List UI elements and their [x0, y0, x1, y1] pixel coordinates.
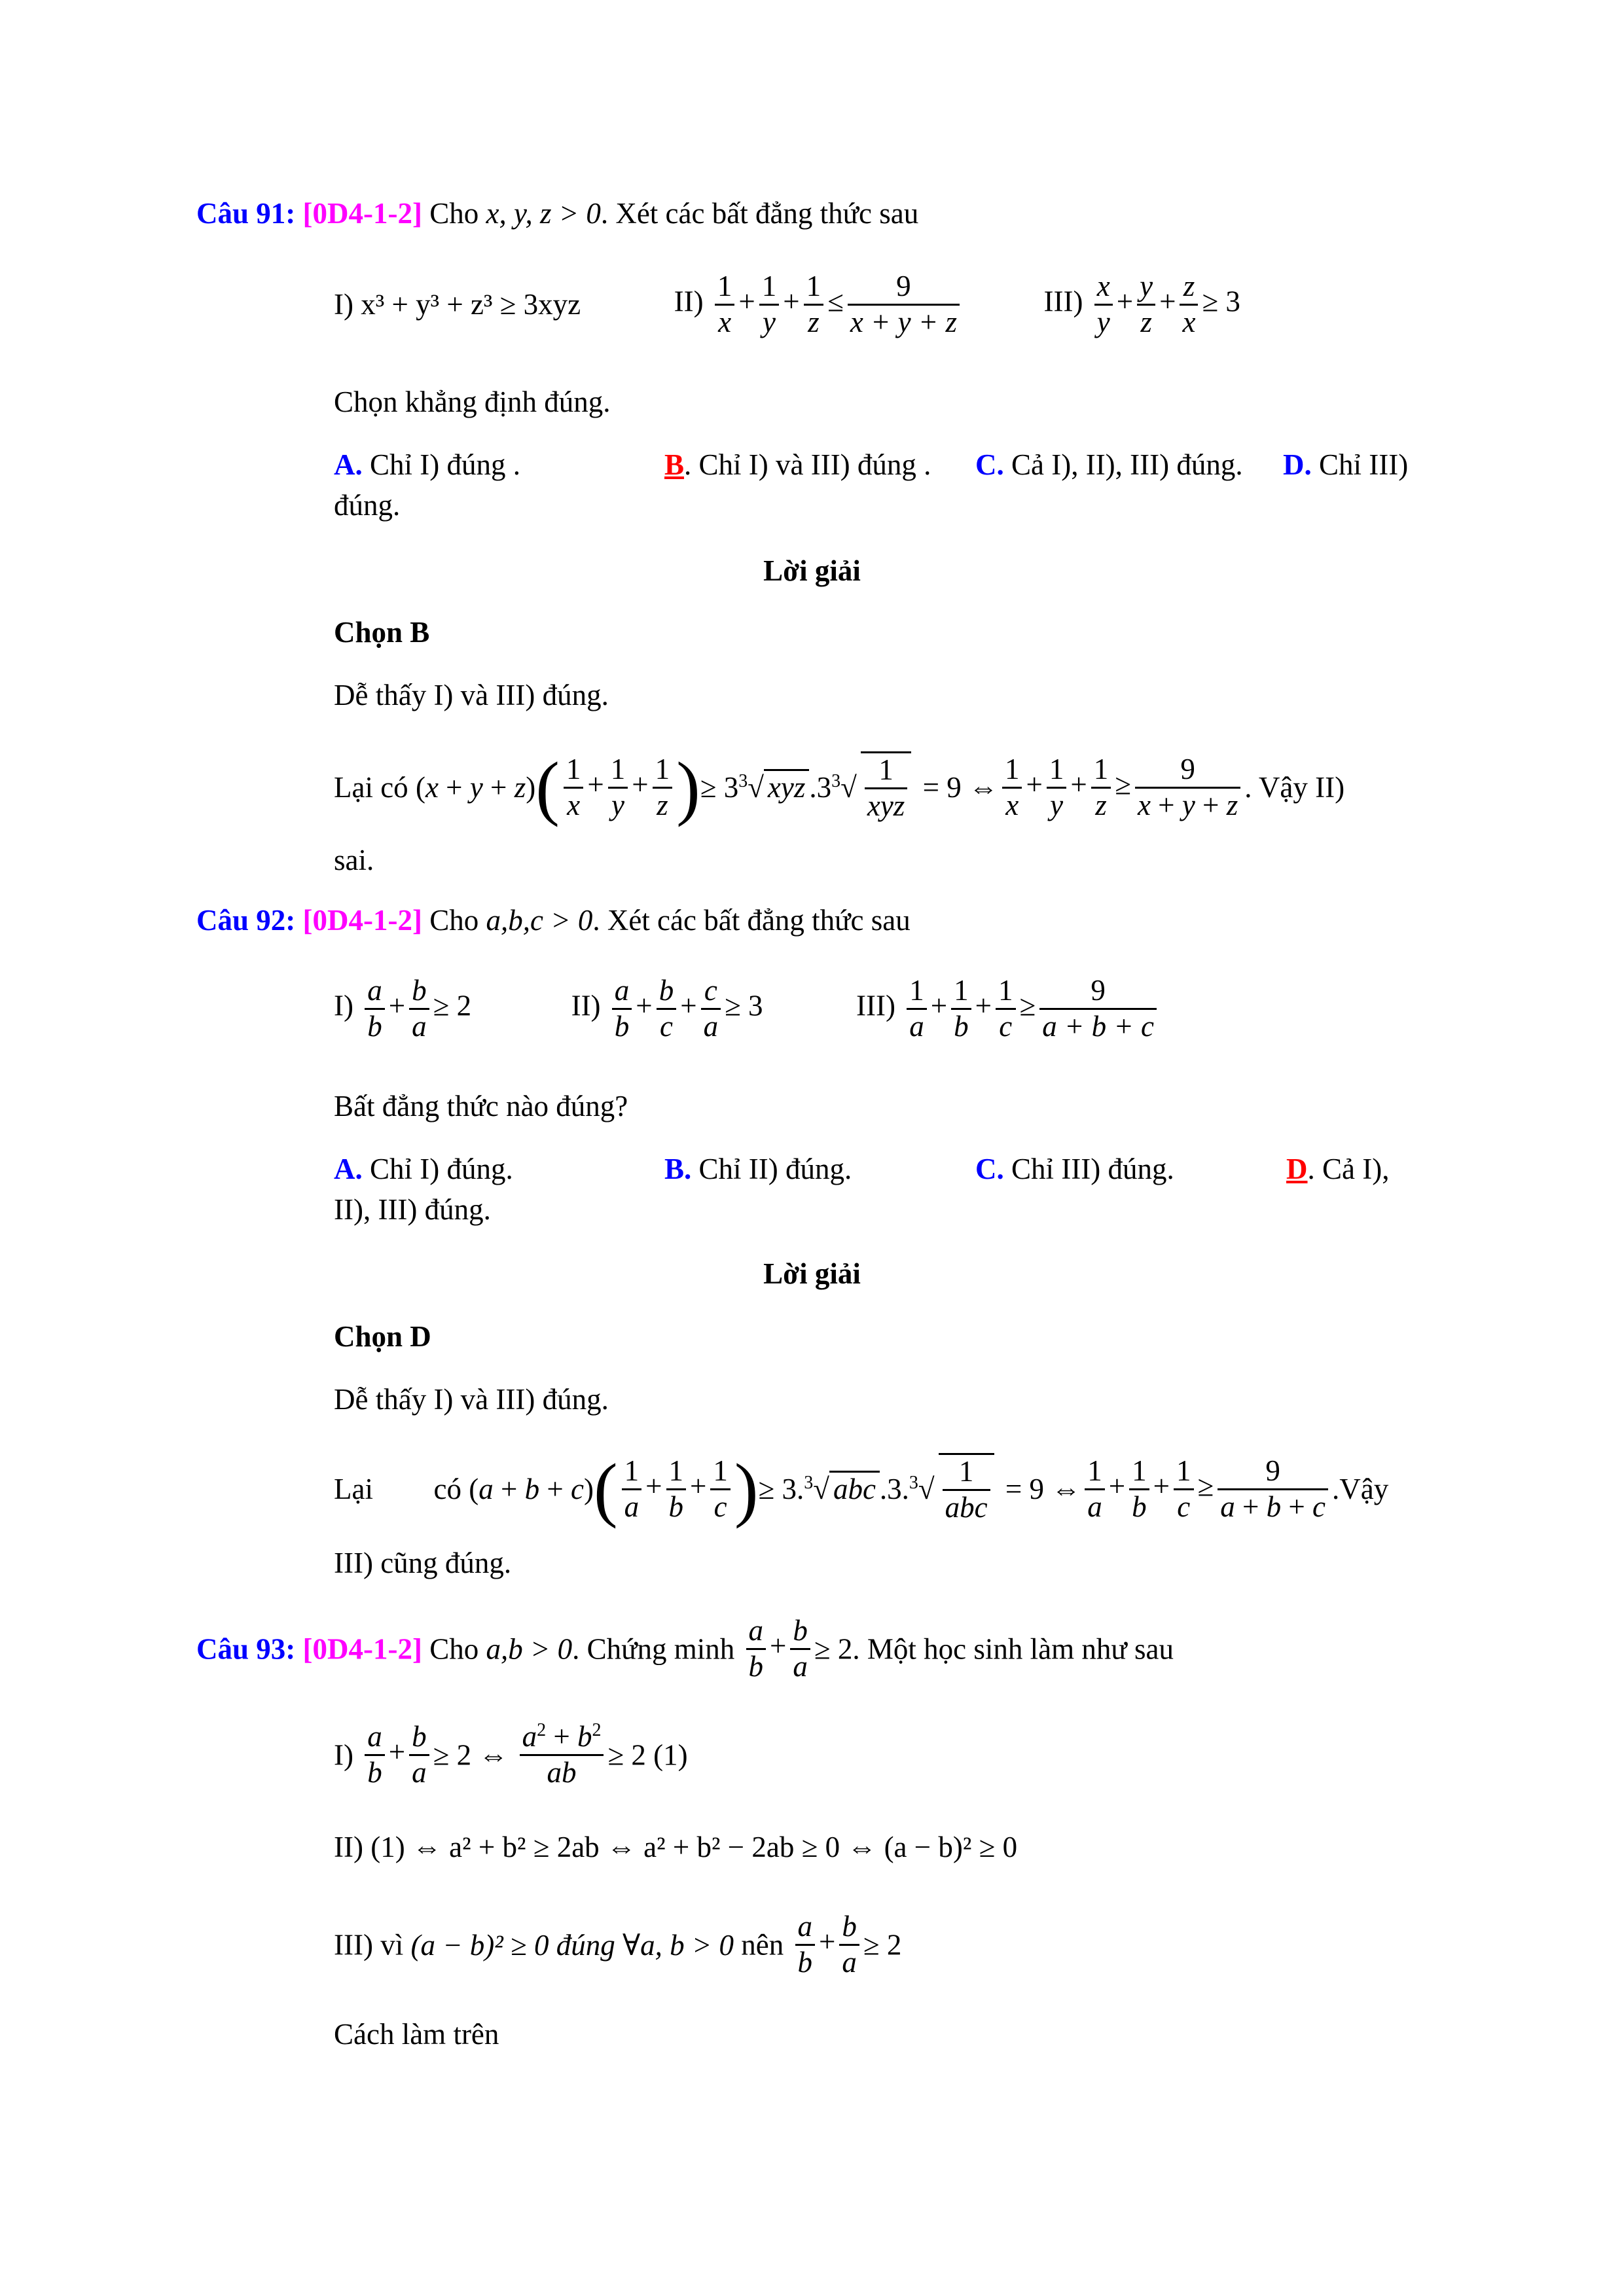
- q92-sol2-co: có: [433, 1473, 461, 1505]
- fraction: $\frac{1}{x}$: [715, 270, 735, 340]
- q92-option-c[interactable]: C. Chỉ III) đúng.: [975, 1153, 1174, 1185]
- fraction: $\frac{1}{c}$: [710, 1454, 731, 1524]
- q93-number: Câu 93:: [196, 1632, 296, 1666]
- fraction: $\frac{1}{z}$: [804, 270, 824, 340]
- fraction: $\frac{b}{a}$: [409, 1720, 429, 1790]
- q93-statement-1: I) $\frac{a}{b}$ + $\frac{b}{a}$ ≥ 2 ⇔ $\frac{a^2 + b^2}{ab}$ ≥ 2 (1): [334, 1720, 688, 1789]
- q91-option-d[interactable]: D. Chỉ III): [1283, 448, 1409, 481]
- fraction: $\frac{1}{y}$: [759, 270, 780, 340]
- q91-statement-1: I) x³ + y³ + z³ ≥ 3xyz: [334, 288, 581, 321]
- fraction: $\frac{y}{z}$: [1137, 270, 1155, 340]
- q92-header: [196, 903, 911, 937]
- fraction: $\frac{1}{x}$: [1002, 753, 1022, 823]
- q93-statement-2: II) (1) ⇔ a² + b² ≥ 2ab ⇔ a² + b² − 2ab ≥ 0 ⇔ (a − b)² ≥ 0: [334, 1831, 1018, 1863]
- q91-s3-label: III): [1043, 285, 1083, 318]
- q91-prompt: Chọn khẳng định đúng.: [334, 386, 611, 418]
- fraction: $\frac{a}{b}$: [612, 974, 632, 1044]
- q91-option-a[interactable]: A. Chỉ I) đúng .: [334, 448, 520, 481]
- q92-sol2-label: Lại: [334, 1473, 373, 1505]
- q93-intro: Cho: [422, 1632, 486, 1666]
- q91-sol-line-2-wrap: sai.: [334, 844, 374, 876]
- fraction: $\frac{1}{y}$: [1047, 753, 1067, 823]
- q91-s2-label: II): [674, 285, 704, 318]
- q92-s1-label: I): [334, 989, 353, 1022]
- fraction: $\frac{1}{a}$: [622, 1454, 642, 1524]
- q91-option-d-wrap: đúng.: [334, 489, 401, 522]
- fraction: $\frac{a^2 + b^2}{ab}$: [520, 1720, 604, 1790]
- fraction: $\frac{b}{c}$: [657, 974, 677, 1044]
- q91-rest: . Xét các bất đẳng thức sau: [600, 197, 919, 230]
- fraction: $\frac{1}{b}$: [1129, 1454, 1149, 1524]
- q92-option-d-wrap: II), III) đúng.: [334, 1193, 491, 1226]
- radical-fraction: 1 abc: [939, 1453, 994, 1525]
- q91-sol-line-2: Lại có (x + y + z)( $\frac{1}{x}$ + $\frac{1}{y}$ + $\frac{1}{z}$ )≥ $3^3√$ xyz $.3^3√$ 1 xyz = 9 ⇔ $\frac{1}{x}$ + $\frac{1}{y}$ + $\frac{1}{z}$ ≥ $\frac{9}{x + y + z}$ . Vậy II): [334, 747, 1345, 827]
- q92-rest: . Xét các bất đẳng thức sau: [592, 904, 911, 937]
- q91-intro: Cho: [422, 197, 486, 230]
- fraction: $\frac{1}{z}$: [1091, 753, 1111, 823]
- q92-s3-label: III): [856, 989, 895, 1022]
- fraction: $\frac{9}{a + b + c}$: [1218, 1454, 1328, 1524]
- fraction: $\frac{1}{x}$: [564, 753, 584, 823]
- fraction: $\frac{b}{a}$: [790, 1614, 810, 1684]
- q91-statements: [334, 270, 1240, 340]
- q92-solution-title: Lời giải: [763, 1257, 861, 1290]
- fraction: $\frac{9}{x + y + z}$: [848, 270, 960, 340]
- fraction: $\frac{x}{y}$: [1094, 270, 1113, 340]
- q91-choice: Chọn B: [334, 616, 430, 649]
- q93-rest: . Một học sinh làm như sau: [852, 1632, 1174, 1666]
- q93-s3-label: III) vì: [334, 1928, 404, 1962]
- q92-statements: [334, 974, 1161, 1044]
- q93-header: Câu 93: [0D4-1-2] Cho a,b > 0. Chứng minh $\frac{a}{b}$ + $\frac{b}{a}$ ≥ 2. Một học sinh làm như sau: [196, 1614, 1174, 1683]
- q92-statement-3: III) $\frac{1}{a}$ + $\frac{1}{b}$ + $\frac{1}{c}$ ≥ $\frac{9}{a + b + c}$: [856, 974, 1161, 1044]
- fraction: $\frac{1}{c}$: [1174, 1454, 1194, 1524]
- fraction: $\frac{a}{b}$: [795, 1910, 816, 1980]
- fraction: $\frac{1}{a}$: [1085, 1454, 1105, 1524]
- q91-condition: x, y, z > 0: [486, 197, 601, 230]
- q92-prompt: Bất đẳng thức nào đúng?: [334, 1090, 628, 1122]
- q92-sol-line-2-wrap: III) cũng đúng.: [334, 1547, 512, 1579]
- q93-tail: Cách làm trên: [334, 2018, 499, 2051]
- q93-mid: . Chứng minh: [572, 1632, 735, 1666]
- q92-s2-label: II): [571, 989, 601, 1022]
- q92-number: Câu 92:: [196, 904, 296, 937]
- q92-tag: [0D4-1-2]: [302, 904, 422, 937]
- fraction: $\frac{9}{x + y + z}$: [1135, 753, 1240, 823]
- fraction: $\frac{b}{a}$: [409, 974, 429, 1044]
- q92-choice: Chọn D: [334, 1320, 431, 1353]
- q93-s1-label: I): [334, 1738, 353, 1772]
- q92-statement-2: II) $\frac{a}{b}$ + $\frac{b}{c}$ + $\frac{c}{a}$ ≥ 3: [571, 974, 763, 1043]
- fraction: $\frac{b}{a}$: [839, 1910, 859, 1980]
- q92-option-b[interactable]: B. Chỉ II) đúng.: [664, 1153, 852, 1185]
- fraction: $\frac{a}{b}$: [365, 1720, 385, 1790]
- q91-tag: [0D4-1-2]: [302, 197, 422, 230]
- q93-s3-condition: (a − b)² ≥ 0 đúng ∀a, b > 0: [410, 1928, 734, 1962]
- q91-option-b[interactable]: B. Chỉ I) và III) đúng .: [664, 448, 931, 481]
- fraction: $\frac{1}{z}$: [653, 753, 673, 823]
- fraction: $\frac{a}{b}$: [365, 974, 385, 1044]
- q92-option-a[interactable]: A. Chỉ I) đúng.: [334, 1153, 513, 1185]
- q93-condition: a,b > 0: [486, 1632, 573, 1666]
- q91-number: Câu 91:: [196, 197, 296, 230]
- q91-statement-2: II) $\frac{1}{x}$ + $\frac{1}{y}$ + $\frac{1}{z}$ ≤ $\frac{9}{x + y + z}$: [674, 270, 964, 340]
- q92-statement-1: I) $\frac{a}{b}$ + $\frac{b}{a}$ ≥ 2: [334, 974, 472, 1043]
- fraction: $\frac{c}{a}$: [701, 974, 721, 1044]
- fraction: $\frac{a}{b}$: [746, 1614, 767, 1684]
- q93-s3-nen: nên: [734, 1928, 784, 1962]
- q92-sol-line-2: Lại có (a + b + c)( $\frac{1}{a}$ + $\frac{1}{b}$ + $\frac{1}{c}$ )≥ 3.$^3$√ abc .3.$^3$√ 1 abc = 9 ⇔ $\frac{1}{a}$ + $\frac{1}{b}$ + $\frac{1}{c}$ ≥ $\frac{9}{a + b + c}$ .Vậy: [334, 1449, 1389, 1529]
- fraction: $\frac{9}{a + b + c}$: [1039, 974, 1157, 1044]
- q92-condition: a,b,c > 0: [486, 904, 593, 937]
- q91-header: [196, 196, 918, 230]
- fraction: $\frac{1}{b}$: [666, 1454, 687, 1524]
- radical-fraction: 1 xyz: [861, 751, 911, 823]
- q91-options: [334, 448, 520, 482]
- q93-tag: [0D4-1-2]: [302, 1632, 422, 1666]
- q91-option-c[interactable]: C. Cả I), II), III) đúng.: [975, 448, 1243, 481]
- q91-sol2-label: Lại có: [334, 771, 408, 804]
- q92-option-d[interactable]: D. Cả I),: [1286, 1153, 1390, 1185]
- fraction: $\frac{1}{a}$: [907, 974, 927, 1044]
- q93-statement-3: III) vì (a − b)² ≥ 0 đúng ∀a, b > 0 nên $\frac{a}{b}$ + $\frac{b}{a}$ ≥ 2: [334, 1910, 902, 1979]
- fraction: $\frac{1}{y}$: [608, 753, 628, 823]
- q92-intro: Cho: [422, 904, 486, 937]
- fraction: $\frac{1}{c}$: [996, 974, 1016, 1044]
- q92-sol-line-1: Dễ thấy I) và III) đúng.: [334, 1383, 609, 1416]
- fraction: $\frac{1}{b}$: [951, 974, 971, 1044]
- q91-solution-title: Lời giải: [763, 554, 861, 587]
- q91-sol-line-1: Dễ thấy I) và III) đúng.: [334, 679, 609, 711]
- q91-statement-3: III) $\frac{x}{y}$ + $\frac{y}{z}$ + $\frac{z}{x}$ ≥ 3: [1043, 270, 1240, 338]
- fraction: $\frac{z}{x}$: [1180, 270, 1198, 340]
